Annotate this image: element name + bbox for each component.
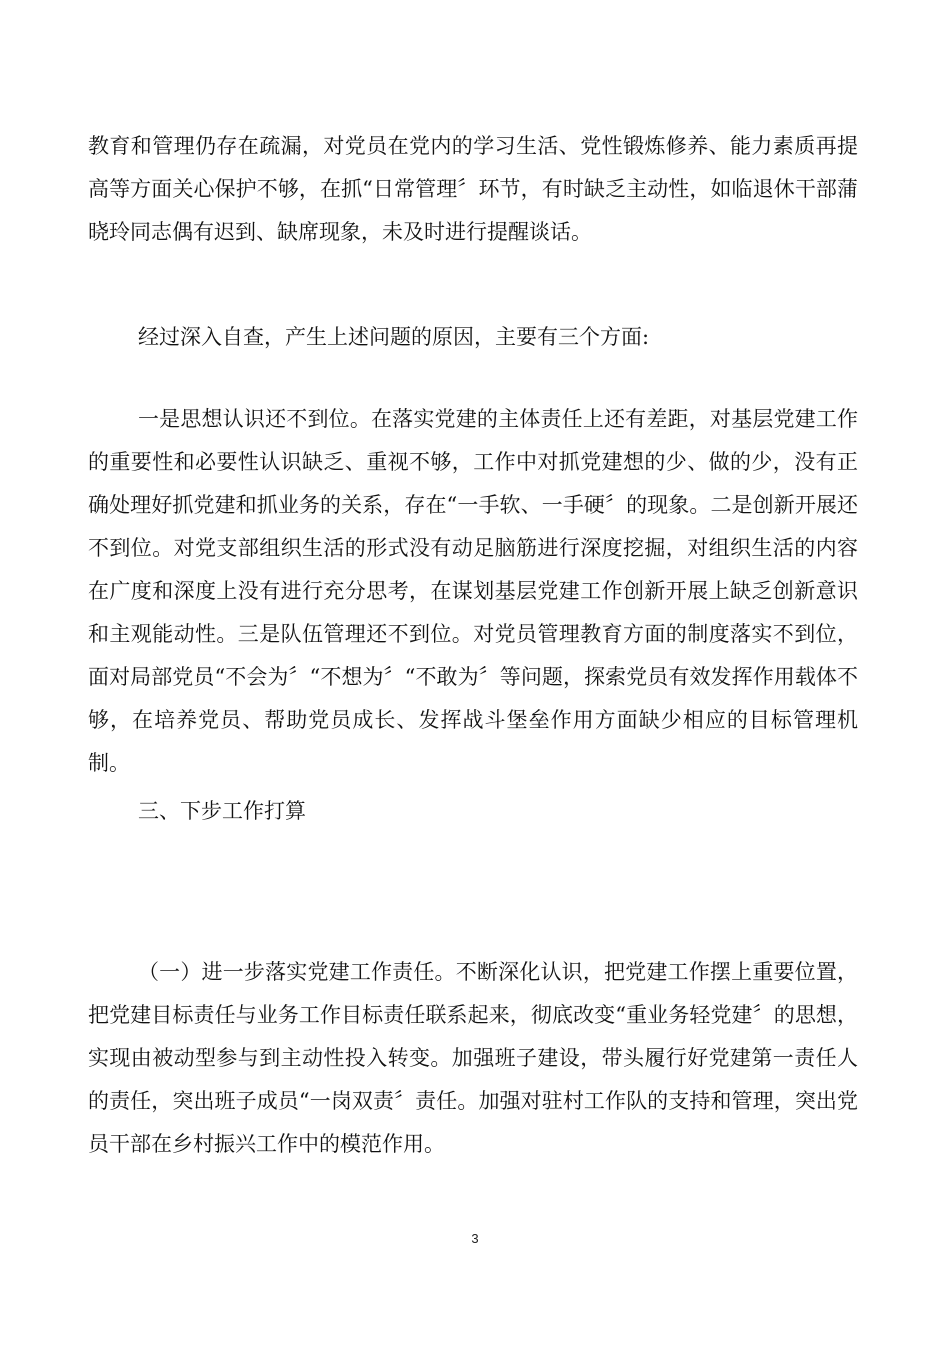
paragraph-causes-intro: 经过深入自查，产生上述问题的原因，主要有三个方面:	[138, 325, 650, 349]
section-heading: 三、下步工作打算	[138, 799, 306, 823]
paragraph-continuation: 教育和管理仍存在疏漏，对党员在党内的学习生活、党性锻炼修养、能力素质再提高等方面关心保护不够，在抓“日常管理〞环节，有时缺乏主动性，如临退休干部蒲晓玲同志偶有迟到、缺席现象，未及时进行提醒谈话。	[88, 134, 858, 244]
page-number: 3	[471, 1231, 479, 1246]
paragraph-causes-detail: 一是思想认识还不到位。在落实党建的主体责任上还有差距，对基层党建工作的重要性和必要性认识缺乏、重视不够，工作中对抓党建想的少、做的少，没有正确处理好抓党建和抓业务的关系，存在“一手软、一手硬〞的现象。二是创新开展还不到位。对党支部组织生活的形式没有动足脑筋进行深度挖掘，对组织生活的内容在广度和深度上没有进行充分思考，在谋划基层党建工作创新开展上缺乏创新意识和主观能动性。三是队伍管理还不到位。对党员管理教育方面的制度落实不到位，面对局部党员“不会为〞“不想为〞“不敢为〞等问题，探索党员有效发挥作用载体不够，在培养党员、帮助党员成长、发挥战斗堡垒作用方面缺少相应的目标管理机制。	[88, 407, 858, 775]
paragraph-plan-one: （一）进一步落实党建工作责任。不断深化认识，把党建工作摆上重要位置，把党建目标责任与业务工作目标责任联系起来，彻底改变“重业务轻党建〞的思想，实现由被动型参与到主动性投入转变。加强班子建设，带头履行好党建第一责任人的责任，突出班子成员“一岗双责〞责任。加强对驻村工作队的支持和管理，突出党员干部在乡村振兴工作中的模范作用。	[88, 960, 858, 1156]
